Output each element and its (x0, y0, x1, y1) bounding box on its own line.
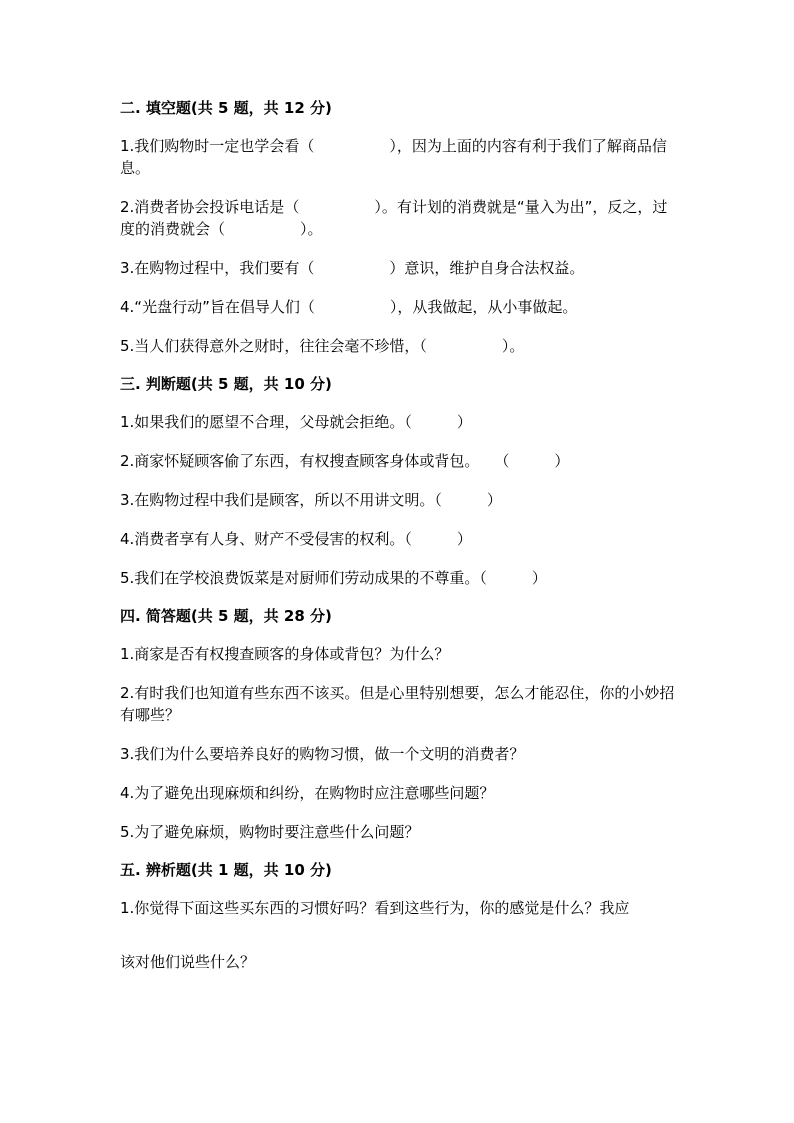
section-title-analysis: 五. 辨析题(共 1 题，共 10 分) (120, 861, 332, 879)
section-title-short-answer: 四. 简答题(共 5 题，共 28 分) (120, 607, 332, 625)
question-item: 2.有时我们也知道有些东西不该买。但是心里特别想要，怎么才能忍住，你的小妙招有哪些？ (120, 684, 675, 724)
question-item: 1.商家是否有权搜查顾客的身体或背包？为什么？ (120, 645, 450, 663)
question-item: 1.如果我们的愿望不合理，父母就会拒绝。（ ） (120, 413, 472, 431)
question-item: 2.商家怀疑顾客偷了东西，有权搜查顾客身体或背包。 （ ） (120, 452, 570, 470)
question-continuation: 该对他们说些什么？ (120, 953, 256, 971)
section-title-fill-blank: 二. 填空题(共 5 题，共 12 分) (120, 99, 332, 117)
question-item: 5.当人们获得意外之财时，往往会毫不珍惜，（ ）。 (120, 337, 525, 355)
question-item: 3.我们为什么要培养良好的购物习惯，做一个文明的消费者？ (120, 745, 525, 763)
question-item: 1.你觉得下面这些买东西的习惯好吗？看到这些行为，你的感觉是什么？我应 (120, 899, 630, 917)
question-item: 4.“光盘行动”旨在倡导人们（ ），从我做起，从小事做起。 (120, 298, 578, 316)
question-item: 5.为了避免麻烦，购物时要注意些什么问题？ (120, 823, 420, 841)
question-item: 3.在购物过程中，我们要有（ ）意识，维护自身合法权益。 (120, 259, 585, 277)
question-item: 5.我们在学校浪费饭菜是对厨师们劳动成果的不尊重。（ ） (120, 569, 547, 587)
question-item: 4.消费者享有人身、财产不受侵害的权利。（ ） (120, 530, 472, 548)
section-title-true-false: 三. 判断题(共 5 题，共 10 分) (120, 375, 332, 393)
question-item: 3.在购物过程中我们是顾客，所以不用讲文明。（ ） (120, 491, 502, 509)
question-item: 1.我们购物时一定也学会看（ ），因为上面的内容有利于我们了解商品信息。 (120, 137, 667, 177)
question-item: 2.消费者协会投诉电话是（ ）。有计划的消费就是“量入为出”，反之，过度的消费就会（ ）。 (120, 198, 668, 238)
question-item: 4.为了避免出现麻烦和纠纷，在购物时应注意哪些问题？ (120, 784, 495, 802)
